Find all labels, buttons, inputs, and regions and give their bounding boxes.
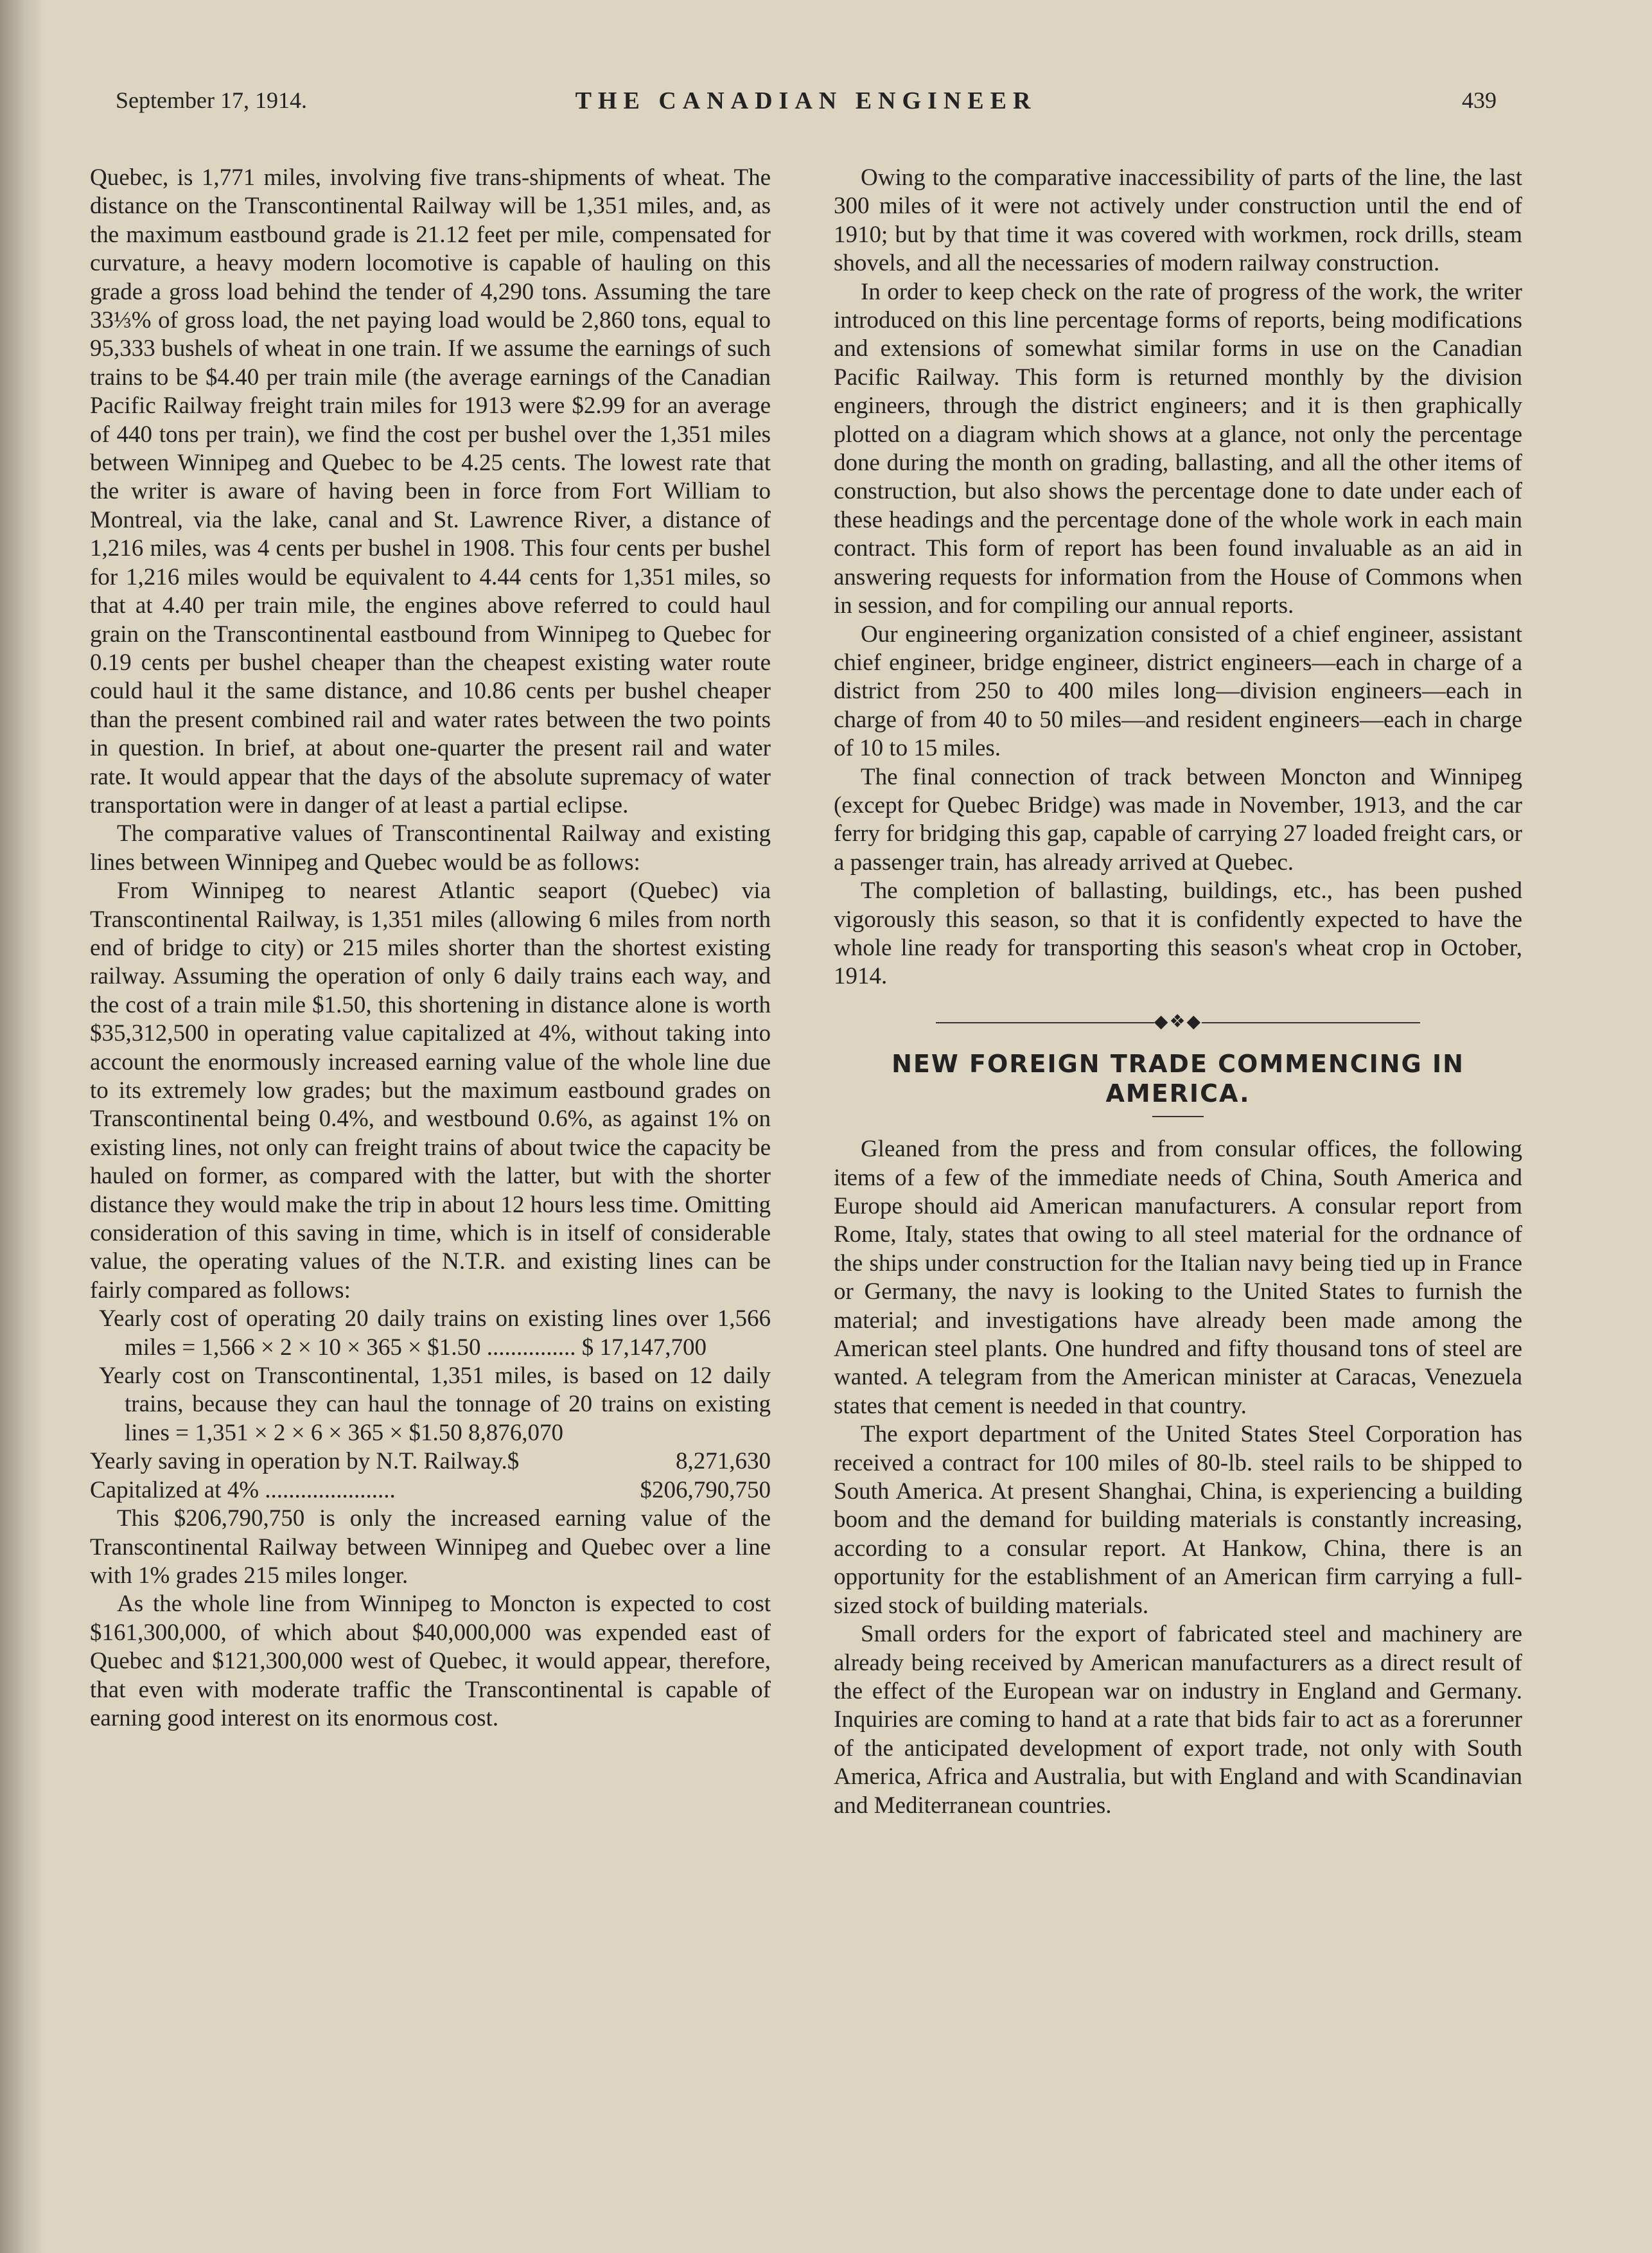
section-divider: ◆❖◆ — [834, 1008, 1522, 1036]
paragraph: Owing to the comparative inaccessibility of parts of the line, the last 300 miles of it were not actively under construction until the end of 1910; but by that time it was covered with workmen, rock drills, steam shovels, and all the necessaries of modern railway construction. — [834, 164, 1522, 277]
calc-value: 8,271,630 — [676, 1448, 771, 1475]
article-headline: NEW FOREIGN TRADE COMMENCING IN AMERICA. — [892, 1050, 1464, 1108]
calc-row — [90, 1362, 771, 1447]
calc-row — [90, 1447, 771, 1476]
calc-label: Yearly cost of operating 20 daily trains on existing lines over 1,566 miles = 1,566 × 2 × 10 × 365 × $1.50 ............... — [99, 1305, 771, 1361]
page-number: 439 — [1462, 87, 1497, 113]
paragraph: The export department of the United States Steel Corporation has received a contract for 100 miles of 80-lb. steel rails to be shipped to South America. At present Shanghai, China, is experiencing a building boom and the demand for building materials is constantly increasing, according to a consular report. At Hankow, China, there is an opportunity for the establishment of an American firm carrying a full-sized stock of building materials. — [834, 1421, 1522, 1619]
journal-title: THE CANADIAN ENGINEER — [575, 87, 1037, 114]
paragraph: As the whole line from Winnipeg to Moncton is expected to cost $161,300,000, of which about $40,000,000 was expended east of Quebec and $121,300,000 west of Quebec, it would appear, therefore, that even with moderate traffic the Transcontinental is capable of earning good interest on its enormous cost. — [90, 1591, 771, 1731]
calc-label: Capitalized at 4% ...................... — [90, 1476, 396, 1503]
paragraph: The final connection of track between Moncton and Winnipeg (except for Quebec Bridge) was made in November, 1913, and the car ferry for bridging this gap, capable of carrying 27 loaded freight cars, or a passenger train, has already arrived at Quebec. — [834, 763, 1522, 876]
paragraph: Our engineering organization consisted of a chief engineer, assistant chief engineer, bridge engineer, district engineers—each in charge of a district from 250 to 400 miles long—division engineers—each in charge of from 40 to 50 miles—and resident engineers—each in charge of 10 to 15 miles. — [834, 621, 1522, 762]
calc-value: 8,876,070 — [468, 1419, 563, 1446]
cost-comparison-table — [90, 1305, 771, 1505]
paragraph: The completion of ballasting, buildings, etc., has been pushed vigorously this season, so that it is confidently expected to have the whole line ready for transporting this season's wheat crop in October, 1914. — [834, 878, 1522, 990]
calc-row — [90, 1476, 771, 1505]
calc-value: $206,790,750 — [640, 1476, 771, 1503]
calc-value: $ 17,147,700 — [581, 1334, 707, 1361]
paragraph: The comparative values of Transcontinental Railway and existing lines between Winnipeg and Quebec would be as follows: — [90, 820, 771, 876]
paragraph: In order to keep check on the rate of progress of the work, the writer introduced on this line percentage forms of reports, being modifications and extensions of somewhat similar forms in use on the Canadian Pacific Railway. This form is returned monthly by the division engineers, through the district engineers; and it is then graphically plotted on a diagram which shows at a glance, not only the percentage done during the month on grading, ballasting, and all the other items of construction, but also shows the percentage done to date under each of these headings and the percentage done of the whole work in each main contract. This form of report has been found invaluable as an aid in answering requests for information from the House of Commons when in session, and for compiling our annual reports. — [834, 278, 1522, 619]
paragraph: Quebec, is 1,771 miles, involving five trans-shipments of wheat. The distance on the Transcontinental Railway will be 1,351 miles, and, as the maximum eastbound grade is 21.12 feet per mile, compensated for curvature, a heavy modern locomotive is capable of hauling on this grade a gross load behind the tender of 4,290 tons. Assuming the tare 33⅓% of gross load, the net paying load would be 2,860 tons, equal to 95,333 bushels of wheat in one train. If we assume the earnings of such trains to be $4.40 per train mile (the average earnings of the Canadian Pacific Railway freight train miles for 1913 were $2.99 for an average of 440 tons per train), we find the cost per bushel over the 1,351 miles between Winnipeg and Quebec to be 4.25 cents. The lowest rate that the writer is aware of having been in force from Fort William to Montreal, via the lake, canal and St. Lawrence River, a distance of 1,216 miles, was 4 cents per bushel in 1908. This four cents per bushel for 1,216 miles would be equivalent to 4.44 cents for 1,351 miles, so that at 4.40 per train mile, the engines above referred to could haul grain on the Transcontinental eastbound from Winnipeg to Quebec for 0.19 cents per bushel cheaper than the cheapest existing water route could haul it the same distance, and 10.86 cents per bushel cheaper than the present combined rail and water rates between the two points in question. In brief, at about one-quarter the present rail and water rate. It would appear that the days of the absolute supremacy of water transportation were in danger of at least a partial eclipse. — [90, 164, 771, 818]
right-column — [834, 164, 1522, 1820]
paragraph: Small orders for the export of fabricated steel and machinery are already being received by American manufacturers as a direct result of the effect of the European war on industry in England and Germany. Inquiries are coming to hand at a rate that bids fair to act as a forerunner of the anticipated development of export trade, not only with South America, Africa and Australia, but with England and with Scandinavian and Mediterranean countries. — [834, 1621, 1522, 1819]
left-column — [90, 164, 771, 1733]
calc-label: Yearly cost on Transcontinental, 1,351 miles, is based on 12 daily trains, because they can haul the tonnage of 20 trains on existing lines = 1,351 × 2 × 6 × 365 × $1.50 — [99, 1363, 771, 1446]
page-header — [116, 87, 1497, 125]
calc-row — [90, 1305, 771, 1362]
book-spine-shadow — [0, 0, 45, 2253]
headline-rule — [1152, 1116, 1204, 1117]
paragraph: This $206,790,750 is only the increased earning value of the Transcontinental Railway between Winnipeg and Quebec over a line with 1% grades 215 miles longer. — [90, 1505, 771, 1589]
paragraph: From Winnipeg to nearest Atlantic seaport (Quebec) via Transcontinental Railway, is 1,351 miles (allowing 6 miles from north end of bridge to city) or 215 miles shorter than the shortest existing railway. Assuming the operation of only 6 daily trains each way, and the cost of a train mile $1.50, this shortening in distance alone is worth $35,312,500 in operating value capitalized at 4%, without taking into account the enormously increased earning value of the whole line due to its extremely low grades; but the maximum eastbound grades on Transcontinental being 0.4%, and westbound 0.6%, as against 1% on existing lines, not only can freight trains of about twice the capacity be hauled on former, as compared with the latter, but with the shorter distance they would make the trip in about 12 hours less time. Omitting consideration of this saving in time, which is in itself of considerable value, the operating values of the N.T.R. and existing lines can be fairly compared as follows: — [90, 878, 771, 1303]
issue-date: September 17, 1914. — [116, 87, 307, 113]
paragraph: Gleaned from the press and from consular offices, the following items of a few of the immediate needs of China, South America and Europe should aid American manufacturers. A consular report from Rome, Italy, states that owing to all steel material for the ordnance of the ships under construction for the Italian navy being tied up in France or Germany, the navy is looking to the United States to furnish the material; and investigations have already been made among the American steel plants. One hundred and fifty thousand tons of steel are wanted. A telegram from the American minister at Caracas, Venezuela states that cement is needed in that country. — [834, 1136, 1522, 1419]
calc-label: Yearly saving in operation by N.T. Railway.$ — [90, 1448, 520, 1475]
